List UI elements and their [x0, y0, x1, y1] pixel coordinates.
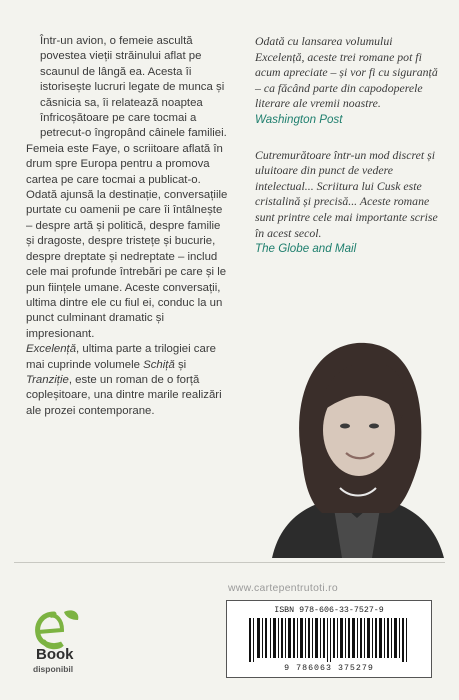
author-portrait: [262, 318, 452, 558]
review-quotes: [255, 34, 440, 257]
description-text: , ultima parte a trilogiei care mai cuprinde volumele: [26, 343, 216, 371]
ebook-word: Book: [36, 646, 74, 663]
book-description: [26, 34, 231, 419]
description-paragraph-2: Femeia este Faye, o scriitoare aflată în drum spre Europa pentru a promova cartea pe care tocmai a publicat-o. Odată ajunsă la destinație, conversațiile purtate cu oamenii pe care îi întâlnește – despre artă și politică, despre familie și dragoste, despre tristețe și bucurie, despre dreptate și nedreptate – includ cele mai profunde întrebări pe care și le pun ființele umane. Aceste conversații, ultima dintre ele cu fiul ei, conduc la un punct culminant dramatic și impresionant.: [26, 142, 228, 340]
quote-1-source: Washington Post: [255, 112, 343, 126]
description-text: , este un roman de o forță copleșitoare, una dintre marile realizări ale prozei contemporane.: [26, 373, 222, 417]
title-schita: Schiță: [143, 358, 175, 371]
quote-2-source: The Globe and Mail: [255, 242, 357, 256]
title-excelenta: Excelență: [26, 343, 77, 356]
description-paragraph-3: [26, 342, 231, 419]
quote-1-text: Odată cu lansarea volumului Excelență, aceste trei romane pot fi acum apreciate – și vor fi cu siguranță – ca făcând parte din capodoperele literare ale vremii noastre.: [255, 34, 438, 111]
description-text: și: [174, 358, 187, 371]
title-tranzitie: Tranziție: [26, 373, 69, 386]
ebook-available: disponibil: [33, 664, 74, 674]
ebook-letter: e: [36, 610, 55, 648]
divider-line: [14, 562, 445, 563]
publisher-website: www.cartepentrutoti.ro: [228, 583, 338, 594]
description-paragraph-1: Într-un avion, o femeie ascultă povestea vieții străinului aflat pe scaunul de lângă ea. Acesta îi istorisește lucruri legate de munca și căsnicia sa, îi relatează noaptea înfricoșătoare pe care tocmai a petrecut-o îngropând câinele familiei.: [40, 35, 227, 140]
quote-2-text: Cutremurătoare într-un mod discret și uluitoare din punct de vedere intelectual... Scriitura lui Cusk este cristalină și precisă... Aceste romane sunt printre cele mai importante scrise în acest secol.: [255, 147, 438, 240]
isbn-label: ISBN 978-606-33-7527-9: [274, 606, 384, 615]
barcode-number: 9 786063 375279: [284, 664, 374, 673]
isbn-barcode: [226, 600, 432, 678]
barcode-bars: [249, 618, 409, 662]
